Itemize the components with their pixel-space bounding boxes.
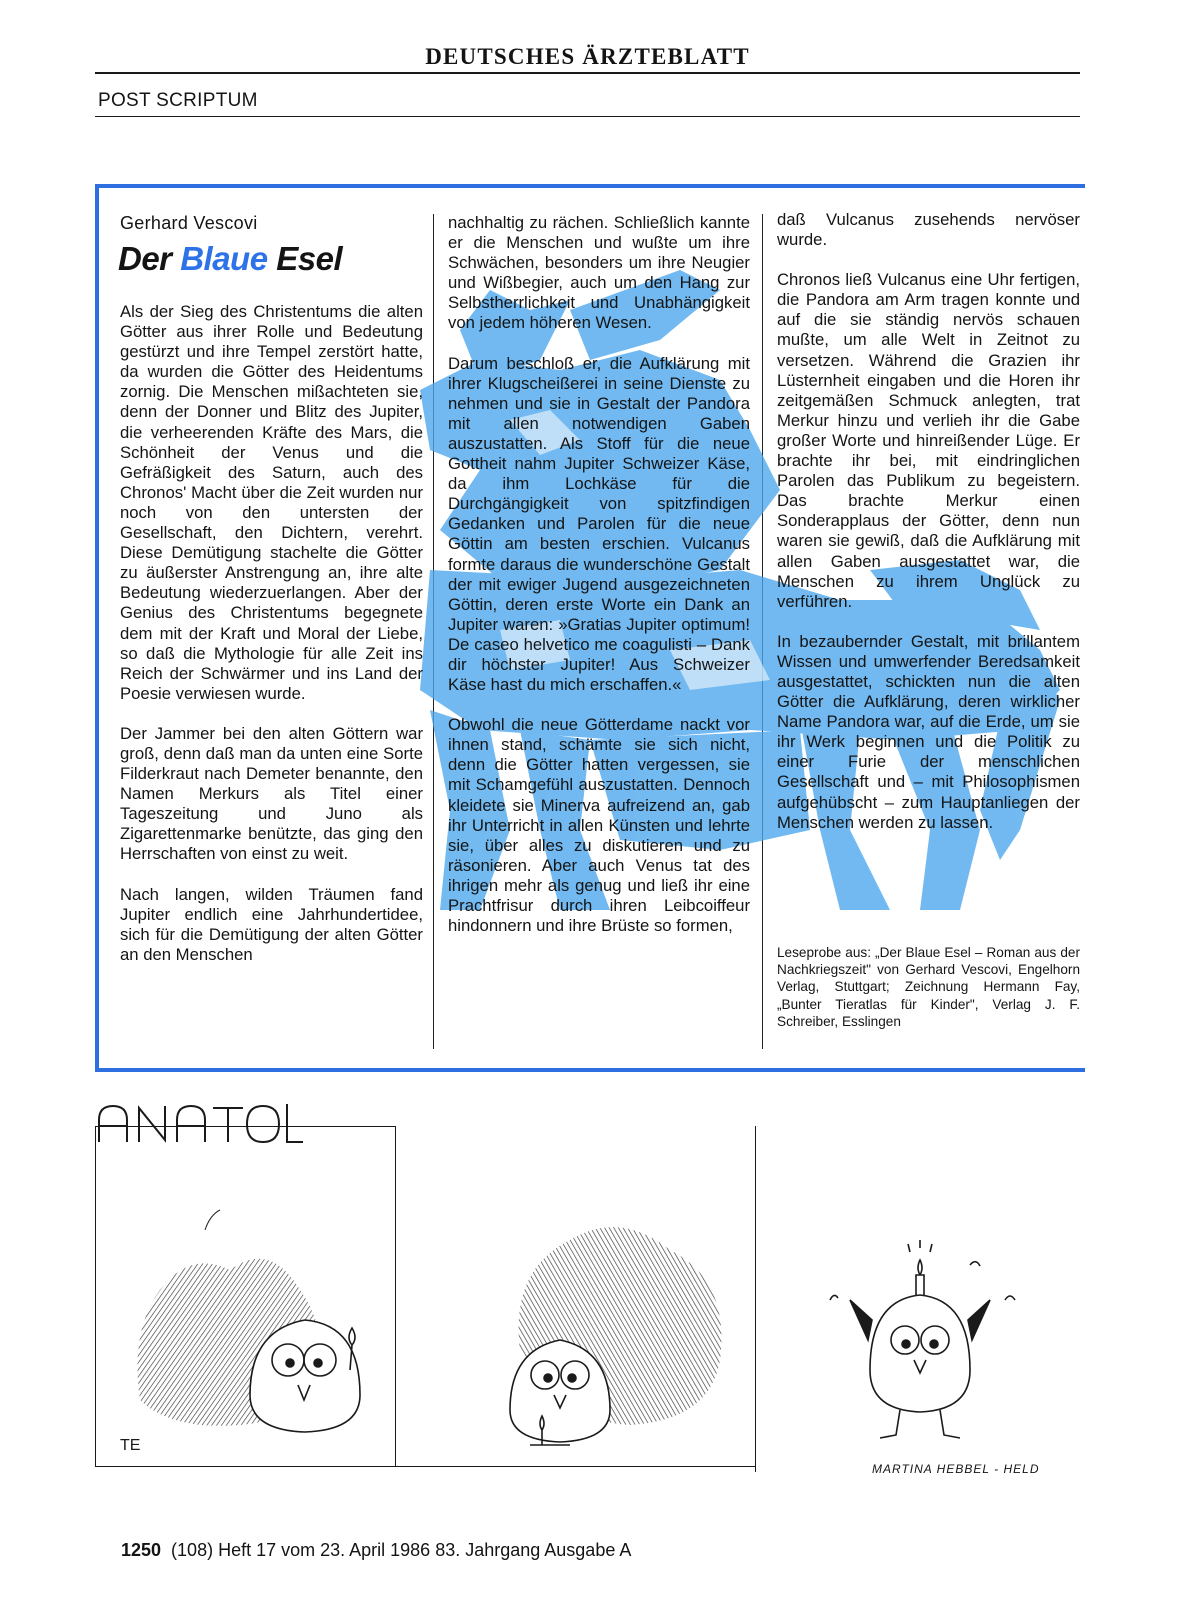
paragraph: Darum beschloß er, die Aufklärung mit ihrer Klugscheißerei in seine Dienste zu nehmen und sie in Gestalt der Pandora mit allen notwendigen Gaben auszustatten. Als Stoff für die neue Gottheit nahm Jupiter Schweizer Käse, da ihm Lochkäse für die Durchgängigkeit von spitzfindigen Gedanken und Parolen für die neue Göttin am besten erschien. Vulcanus formte daraus die wunderschöne Gestalt der mit ewiger Jugend ausgezeichneten Göttin, deren erste Worte ein Dank an Jupiter waren: »Gratias Jupiter optimum! De caseo helvetico me coagulisti – Dank dir höchster Jupiter! Aus Schweizer Käse hast du mich erschaffen.« (448, 353, 750, 695)
signature-left: TE (120, 1437, 141, 1454)
masthead-rule (95, 72, 1080, 74)
comic-title-text: ANATOL (95, 1146, 99, 1147)
comic-title-anatol (95, 1100, 305, 1148)
panel-1-right (395, 1126, 396, 1466)
paragraph: daß Vulcanus zusehends nervöser wurde. (777, 210, 1080, 250)
page-footer (121, 1540, 631, 1561)
paragraph: Obwohl die neue Götterdame nackt vor ihnen stand, schämte sie sich nicht, denn die Götter hatten vergessen, sie mit Schamgefühl auszustatten. Dennoch kleidete sie Minerva aufreizend an, gab ihr Unterricht in allen Künsten und lehrte sie, über alles zu diskutieren und zu räsonieren. Aber auch Venus tat des ihrigen mehr als genug und ließ ihr eine Prachtfrisur durch ihren Leibcoiffeur hindonnern und ihre Brüste so formen, (448, 715, 750, 936)
article-column-3 (777, 210, 1080, 853)
paragraph: Der Jammer bei den alten Göttern war groß, denn daß man da unten eine Sorte Filderkraut nach Demeter benannte, den Namen Merkurs als Titel einer Tageszeitung und Juno als Zigarettenmarke benützte, das ging den Herrschaften von einst zu weit. (120, 723, 423, 864)
masthead: DEUTSCHES ÄRZTEBLATT (425, 44, 750, 69)
paragraph: Als der Sieg des Christentums die alten Götter aus ihrer Rolle und Bedeutung gestürzt und ihre Tempel zerstört hatte, da wurden die Götter des Heidentums zornig. Die Menschen mißachteten sie, denn der Donner und Blitz des Jupiter, die verheerenden Kräfte des Mars, die Schönheit der Venus und die Gefräßigkeit des Saturn, auch des Chronos' Macht über die Zeit wurden nur noch von den untersten der Gesellschaft, den Dichtern, verehrt. Diese Demütigung stachelte die Götter zu äußerster Anstrengung an, ihre alte Bedeutung wiederzuerlangen. Aber der Genius des Christentums begegnete dem mit der Kraft und Moral der Liebe, so daß die Mythologie für alle Zeit ins Reich der Schwärmer und ins Land der Poesie verwiesen wurde. (120, 302, 423, 703)
page-number: 1250 (121, 1540, 162, 1560)
title-part-1: Der (118, 240, 181, 277)
comic-baseline (95, 1466, 755, 1467)
paragraph: Chronos ließ Vulcanus eine Uhr fertigen, die Pandora am Arm tragen konnte und auf die sie ständig nervös schauen mußte, um alle Welt in Zeitnot zu versetzen. Während die Grazien ihr Lüsternheit eingaben und die Horen ihr zeitgemäßen Schmuck anlegten, trat Merkur hinzu und verlieh ihr die Gabe großer Worte und hinreißender Lüge. Er brachte ihr bei, mit eindringlichen Parolen das Publikum zu begeistern. Das brachte Merkur einen Sonderapplaus der Götter, denn nun waren sie gewiß, daß die Aufklärung mit allen Gaben ausgestattet war, die Menschen zu ihrem Unglück zu verführen. (777, 270, 1080, 611)
paragraph: Nach langen, wilden Träumen fand Jupiter endlich eine Jahrhundertidee, sich für die Demütigung der alten Götter an den Menschen (120, 884, 423, 964)
article-author: Gerhard Vescovi (120, 213, 258, 233)
title-blue-word: Blaue (180, 240, 268, 277)
section-label: POST SCRIPTUM (98, 90, 258, 111)
panel-divider (755, 1126, 756, 1472)
source-note: Leseprobe aus: „Der Blaue Esel – Roman aus der Nachkriegszeit" von Gerhard Vescovi, Engelhorn Verlag, Stuttgart; Zeichnung Hermann Fay, „Bunter Tieratlas für Kinder", Verlag J. F. Schreiber, Esslingen (777, 945, 1080, 1029)
paragraph: nachhaltig zu rächen. Schließlich kannte er die Menschen und wußte um ihre Schwächen, besonders um ihre Neugier und Wißbegier, auch um den Hang zur Selbstherrlichkeit und Unabhängigkeit von jedem höheren Wesen. (448, 213, 750, 333)
signature-right: MARTINA HEBBEL - HELD (872, 1462, 1040, 1476)
comic-panel-1-drawing (120, 1200, 390, 1460)
article-column-1 (120, 302, 423, 985)
panel-1-top (95, 1126, 395, 1127)
article-column-2 (448, 213, 750, 956)
comic-panel-2-drawing (490, 1190, 750, 1460)
issue-info: (108) Heft 17 vom 23. April 1986 83. Jahrgang Ausgabe A (171, 1540, 632, 1560)
title-part-2: Esel (267, 240, 343, 277)
paragraph: In bezaubernder Gestalt, mit brillantem Wissen und umwerfender Beredsamkeit ausgestattet, schickten nun die alten Götter die Aufklärung, deren wirklicher Name Pandora war, auf die Erde, um sie ihr Werk beginnen und die Politik zu einer Furie der menschlichen Gesellschaft und – mit Philosophismen aufgehübscht – zum Hauptanliegen der Menschen werden zu lassen. (777, 631, 1080, 832)
article-title (118, 240, 342, 278)
section-rule (95, 116, 1080, 117)
comic-panel-3-drawing (820, 1240, 1060, 1470)
panel-1-left (95, 1126, 96, 1466)
